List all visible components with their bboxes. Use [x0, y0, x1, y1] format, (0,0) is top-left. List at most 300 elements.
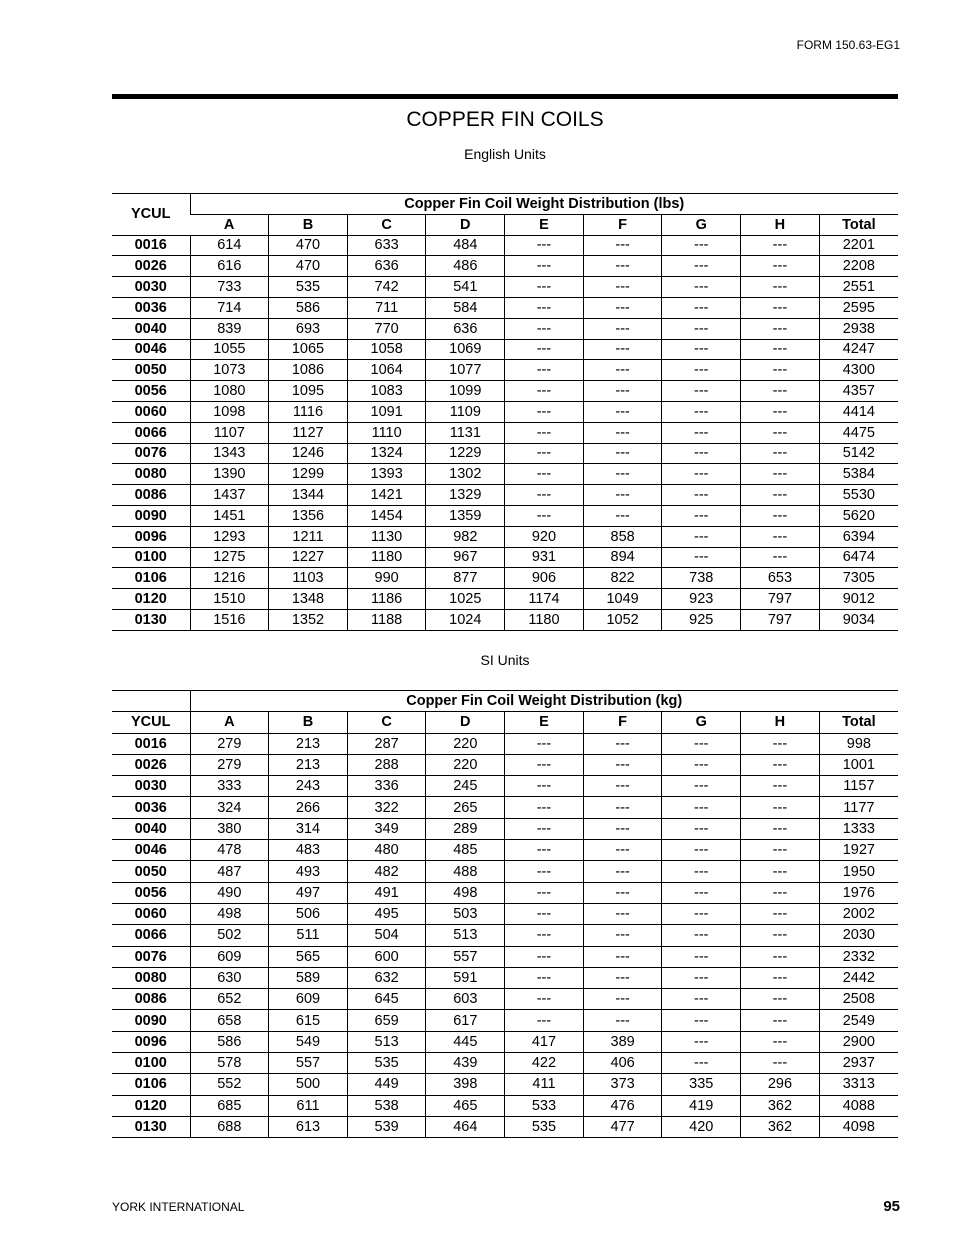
weight-cell: ---	[741, 464, 820, 485]
weight-cell: 1227	[269, 547, 348, 568]
weight-cell: 742	[347, 277, 426, 298]
weight-cell: 4098	[819, 1116, 898, 1137]
weight-cell: 1333	[819, 818, 898, 839]
weight-cell: 1216	[190, 568, 269, 589]
weight-cell: 482	[347, 861, 426, 882]
weight-cell: 1299	[269, 464, 348, 485]
weight-cell: ---	[505, 1010, 584, 1031]
table-row	[112, 882, 898, 903]
weight-cell: 613	[269, 1116, 348, 1137]
weight-cell: 1131	[426, 422, 505, 443]
model-cell: 0096	[112, 526, 190, 547]
model-cell: 0016	[112, 733, 190, 754]
table-row	[112, 861, 898, 882]
column-header: C	[347, 712, 426, 733]
weight-cell: ---	[583, 776, 662, 797]
weight-cell: 2549	[819, 1010, 898, 1031]
weight-cell: 693	[269, 318, 348, 339]
table-row	[112, 733, 898, 754]
weight-cell: 688	[190, 1116, 269, 1137]
table-row	[112, 1074, 898, 1095]
model-cell: 0076	[112, 946, 190, 967]
weight-cell: ---	[662, 443, 741, 464]
ycul-header: YCUL	[112, 712, 190, 733]
weight-cell: ---	[741, 1010, 820, 1031]
weight-cell: 5530	[819, 485, 898, 506]
model-cell: 0026	[112, 754, 190, 775]
weight-cell: 658	[190, 1010, 269, 1031]
weight-cell: ---	[583, 422, 662, 443]
model-cell: 0026	[112, 256, 190, 277]
model-cell: 0056	[112, 381, 190, 402]
weight-cell: ---	[505, 840, 584, 861]
table-row	[112, 840, 898, 861]
weight-cell: 5620	[819, 505, 898, 526]
weight-cell: 445	[426, 1031, 505, 1052]
weight-cell: 4475	[819, 422, 898, 443]
weight-cell: 1058	[347, 339, 426, 360]
table-row	[112, 818, 898, 839]
weight-cell: 1302	[426, 464, 505, 485]
column-header: A	[190, 712, 269, 733]
weight-cell: ---	[662, 754, 741, 775]
weight-cell: 4300	[819, 360, 898, 381]
weight-cell: 480	[347, 840, 426, 861]
footer-company: YORK INTERNATIONAL	[112, 1200, 245, 1214]
weight-cell: 586	[190, 1031, 269, 1052]
model-cell: 0040	[112, 318, 190, 339]
weight-cell: ---	[505, 235, 584, 256]
weight-cell: 488	[426, 861, 505, 882]
column-header: G	[662, 214, 741, 235]
weight-cell: 1180	[347, 547, 426, 568]
column-header: E	[505, 712, 584, 733]
weight-cell: 923	[662, 589, 741, 610]
weight-cell: 920	[505, 526, 584, 547]
weight-cell: 500	[269, 1074, 348, 1095]
weight-cell: ---	[741, 882, 820, 903]
weight-cell: ---	[505, 360, 584, 381]
weight-cell: 422	[505, 1053, 584, 1074]
weight-cell: 3313	[819, 1074, 898, 1095]
weight-cell: ---	[741, 903, 820, 924]
weight-cell: ---	[741, 339, 820, 360]
table-row	[112, 754, 898, 775]
model-cell: 0096	[112, 1031, 190, 1052]
weight-cell: 498	[426, 882, 505, 903]
weight-cell: 2938	[819, 318, 898, 339]
weight-cell: ---	[583, 925, 662, 946]
weight-cell: 1229	[426, 443, 505, 464]
weight-cell: ---	[741, 526, 820, 547]
weight-cell: ---	[662, 1053, 741, 1074]
model-cell: 0066	[112, 925, 190, 946]
model-cell: 0050	[112, 861, 190, 882]
weight-cell: ---	[583, 1010, 662, 1031]
model-cell: 0030	[112, 277, 190, 298]
table-row	[112, 903, 898, 924]
weight-cell: 1180	[505, 609, 584, 630]
weight-cell: ---	[583, 903, 662, 924]
weight-cell: 220	[426, 733, 505, 754]
weight-cell: 589	[269, 967, 348, 988]
weight-cell: 1086	[269, 360, 348, 381]
weight-cell: 2937	[819, 1053, 898, 1074]
weight-cell: 335	[662, 1074, 741, 1095]
model-cell: 0066	[112, 422, 190, 443]
column-header-row	[112, 214, 898, 235]
weight-cell: 287	[347, 733, 426, 754]
weight-cell: ---	[583, 360, 662, 381]
weight-cell: ---	[662, 277, 741, 298]
weight-cell: 5384	[819, 464, 898, 485]
weight-cell: 2508	[819, 989, 898, 1010]
weight-cell: 502	[190, 925, 269, 946]
weight-cell: ---	[741, 256, 820, 277]
weight-cell: ---	[505, 733, 584, 754]
weight-cell: 1348	[269, 589, 348, 610]
weight-cell: 770	[347, 318, 426, 339]
weight-cell: ---	[662, 925, 741, 946]
weight-cell: 490	[190, 882, 269, 903]
weight-cell: 565	[269, 946, 348, 967]
weight-cell: 557	[426, 946, 505, 967]
weight-cell: ---	[505, 754, 584, 775]
weight-cell: ---	[741, 318, 820, 339]
table-row	[112, 485, 898, 506]
weight-cell: ---	[505, 818, 584, 839]
weight-cell: ---	[505, 464, 584, 485]
weight-cell: 1055	[190, 339, 269, 360]
weight-cell: 539	[347, 1116, 426, 1137]
weight-cell: 504	[347, 925, 426, 946]
weight-cell: 470	[269, 235, 348, 256]
weight-cell: ---	[662, 401, 741, 422]
weight-cell: 1293	[190, 526, 269, 547]
english-weight-table	[112, 193, 898, 631]
weight-cell: 1329	[426, 485, 505, 506]
weight-cell: 6474	[819, 547, 898, 568]
si-units-subtitle: SI Units	[480, 652, 530, 668]
weight-cell: ---	[662, 733, 741, 754]
table-row	[112, 318, 898, 339]
table-row	[112, 1095, 898, 1116]
column-header: B	[269, 214, 348, 235]
weight-cell: ---	[583, 381, 662, 402]
weight-cell: 2201	[819, 235, 898, 256]
page-number: 95	[883, 1198, 900, 1215]
weight-cell: 733	[190, 277, 269, 298]
weight-cell: 288	[347, 754, 426, 775]
table-row	[112, 360, 898, 381]
model-cell: 0016	[112, 235, 190, 256]
english-units-subtitle: English Units	[464, 146, 546, 162]
weight-cell: 858	[583, 526, 662, 547]
weight-cell: 584	[426, 297, 505, 318]
weight-cell: 449	[347, 1074, 426, 1095]
weight-cell: ---	[662, 360, 741, 381]
weight-cell: ---	[662, 339, 741, 360]
weight-cell: 906	[505, 568, 584, 589]
column-header: Total	[819, 214, 898, 235]
weight-cell: ---	[583, 339, 662, 360]
weight-cell: 614	[190, 235, 269, 256]
weight-cell: ---	[505, 443, 584, 464]
weight-cell: 533	[505, 1095, 584, 1116]
weight-cell: ---	[662, 797, 741, 818]
weight-cell: ---	[741, 818, 820, 839]
weight-cell: 1109	[426, 401, 505, 422]
weight-cell: ---	[741, 754, 820, 775]
weight-cell: ---	[662, 989, 741, 1010]
weight-cell: 497	[269, 882, 348, 903]
weight-cell: ---	[741, 360, 820, 381]
weight-cell: 265	[426, 797, 505, 818]
weight-cell: ---	[583, 840, 662, 861]
weight-cell: ---	[662, 1010, 741, 1031]
weight-group-header: Copper Fin Coil Weight Distribution (lbs)	[190, 194, 898, 215]
weight-cell: 685	[190, 1095, 269, 1116]
weight-cell: 2595	[819, 297, 898, 318]
table-row	[112, 967, 898, 988]
weight-cell: ---	[741, 381, 820, 402]
weight-cell: 1976	[819, 882, 898, 903]
weight-cell: 506	[269, 903, 348, 924]
weight-cell: ---	[662, 967, 741, 988]
weight-cell: 1356	[269, 505, 348, 526]
weight-cell: ---	[662, 818, 741, 839]
weight-cell: 1110	[347, 422, 426, 443]
weight-cell: ---	[505, 318, 584, 339]
weight-cell: 420	[662, 1116, 741, 1137]
weight-cell: ---	[505, 339, 584, 360]
weight-cell: 535	[347, 1053, 426, 1074]
weight-cell: ---	[662, 861, 741, 882]
model-cell: 0086	[112, 485, 190, 506]
weight-cell: 1352	[269, 609, 348, 630]
weight-cell: 1950	[819, 861, 898, 882]
weight-cell: 6394	[819, 526, 898, 547]
weight-cell: 1024	[426, 609, 505, 630]
table-row	[112, 1053, 898, 1074]
weight-cell: 9034	[819, 609, 898, 630]
weight-cell: 470	[269, 256, 348, 277]
weight-cell: 2442	[819, 967, 898, 988]
weight-cell: 213	[269, 733, 348, 754]
weight-cell: ---	[505, 776, 584, 797]
table-row	[112, 946, 898, 967]
table-row	[112, 1116, 898, 1137]
weight-cell: ---	[662, 882, 741, 903]
weight-cell: ---	[662, 464, 741, 485]
weight-cell: 336	[347, 776, 426, 797]
weight-cell: 1052	[583, 609, 662, 630]
column-header: F	[583, 214, 662, 235]
weight-cell: ---	[662, 840, 741, 861]
weight-cell: 513	[347, 1031, 426, 1052]
weight-cell: 4247	[819, 339, 898, 360]
weight-cell: 1001	[819, 754, 898, 775]
model-cell: 0090	[112, 505, 190, 526]
weight-cell: 1103	[269, 568, 348, 589]
column-header: B	[269, 712, 348, 733]
weight-cell: 398	[426, 1074, 505, 1095]
weight-cell: 296	[741, 1074, 820, 1095]
model-cell: 0086	[112, 989, 190, 1010]
weight-cell: 2332	[819, 946, 898, 967]
header-rule	[112, 94, 898, 99]
weight-cell: ---	[583, 464, 662, 485]
weight-cell: 609	[269, 989, 348, 1010]
weight-cell: 1451	[190, 505, 269, 526]
weight-cell: 586	[269, 297, 348, 318]
weight-cell: ---	[583, 733, 662, 754]
weight-cell: ---	[505, 903, 584, 924]
column-header: E	[505, 214, 584, 235]
weight-cell: 406	[583, 1053, 662, 1074]
weight-cell: ---	[583, 946, 662, 967]
model-cell: 0060	[112, 401, 190, 422]
weight-cell: ---	[505, 505, 584, 526]
weight-cell: 362	[741, 1095, 820, 1116]
weight-cell: 439	[426, 1053, 505, 1074]
model-cell: 0056	[112, 882, 190, 903]
model-cell: 0060	[112, 903, 190, 924]
weight-cell: ---	[741, 989, 820, 1010]
weight-cell: ---	[741, 925, 820, 946]
table-row	[112, 776, 898, 797]
weight-cell: 484	[426, 235, 505, 256]
weight-cell: ---	[741, 1053, 820, 1074]
table-row	[112, 277, 898, 298]
weight-cell: ---	[741, 946, 820, 967]
table-row	[112, 401, 898, 422]
weight-cell: 465	[426, 1095, 505, 1116]
form-number: FORM 150.63-EG1	[796, 38, 900, 52]
weight-cell: ---	[583, 967, 662, 988]
table-row	[112, 505, 898, 526]
weight-cell: 636	[426, 318, 505, 339]
weight-cell: 615	[269, 1010, 348, 1031]
weight-cell: 491	[347, 882, 426, 903]
model-cell: 0090	[112, 1010, 190, 1031]
weight-cell: 373	[583, 1074, 662, 1095]
column-header: F	[583, 712, 662, 733]
weight-cell: 822	[583, 568, 662, 589]
weight-cell: 1393	[347, 464, 426, 485]
model-cell: 0120	[112, 1095, 190, 1116]
weight-cell: 1049	[583, 589, 662, 610]
weight-cell: ---	[741, 443, 820, 464]
weight-cell: 2900	[819, 1031, 898, 1052]
weight-cell: 511	[269, 925, 348, 946]
weight-cell: 616	[190, 256, 269, 277]
weight-cell: 931	[505, 547, 584, 568]
weight-cell: 476	[583, 1095, 662, 1116]
weight-cell: 636	[347, 256, 426, 277]
weight-cell: 2030	[819, 925, 898, 946]
weight-cell: ---	[662, 547, 741, 568]
weight-cell: 1073	[190, 360, 269, 381]
weight-cell: 738	[662, 568, 741, 589]
table-row	[112, 1031, 898, 1052]
weight-cell: ---	[583, 277, 662, 298]
weight-cell: 877	[426, 568, 505, 589]
table-row	[112, 609, 898, 630]
weight-cell: 633	[347, 235, 426, 256]
weight-cell: ---	[505, 797, 584, 818]
weight-cell: 213	[269, 754, 348, 775]
table-row	[112, 989, 898, 1010]
table-row	[112, 381, 898, 402]
weight-cell: 1157	[819, 776, 898, 797]
weight-cell: 603	[426, 989, 505, 1010]
model-cell: 0130	[112, 1116, 190, 1137]
weight-cell: ---	[505, 277, 584, 298]
table-row	[112, 297, 898, 318]
weight-cell: 419	[662, 1095, 741, 1116]
weight-cell: 982	[426, 526, 505, 547]
column-header: D	[426, 214, 505, 235]
weight-cell: 4414	[819, 401, 898, 422]
weight-cell: 1083	[347, 381, 426, 402]
weight-cell: ---	[505, 422, 584, 443]
weight-cell: 549	[269, 1031, 348, 1052]
column-header: H	[741, 214, 820, 235]
weight-cell: 4357	[819, 381, 898, 402]
weight-cell: 1421	[347, 485, 426, 506]
model-cell: 0106	[112, 568, 190, 589]
weight-cell: 609	[190, 946, 269, 967]
weight-cell: ---	[583, 818, 662, 839]
weight-cell: ---	[505, 485, 584, 506]
weight-cell: 1390	[190, 464, 269, 485]
weight-cell: 333	[190, 776, 269, 797]
weight-cell: ---	[583, 235, 662, 256]
model-cell: 0036	[112, 797, 190, 818]
weight-cell: 652	[190, 989, 269, 1010]
weight-cell: 1324	[347, 443, 426, 464]
weight-cell: 1174	[505, 589, 584, 610]
weight-cell: ---	[583, 505, 662, 526]
weight-cell: ---	[583, 861, 662, 882]
weight-cell: 4088	[819, 1095, 898, 1116]
weight-cell: 1065	[269, 339, 348, 360]
weight-cell: ---	[583, 797, 662, 818]
weight-cell: 495	[347, 903, 426, 924]
weight-cell: 417	[505, 1031, 584, 1052]
empty-corner-cell	[112, 691, 190, 712]
weight-cell: 1343	[190, 443, 269, 464]
column-header: H	[741, 712, 820, 733]
weight-cell: ---	[505, 925, 584, 946]
weight-cell: 1927	[819, 840, 898, 861]
weight-cell: ---	[741, 861, 820, 882]
weight-group-header: Copper Fin Coil Weight Distribution (kg)	[190, 691, 898, 712]
table-row	[112, 422, 898, 443]
weight-cell: 1437	[190, 485, 269, 506]
weight-cell: ---	[662, 1031, 741, 1052]
weight-cell: 630	[190, 967, 269, 988]
weight-cell: 513	[426, 925, 505, 946]
weight-cell: ---	[583, 443, 662, 464]
weight-cell: ---	[505, 256, 584, 277]
weight-cell: 487	[190, 861, 269, 882]
weight-cell: ---	[741, 840, 820, 861]
weight-cell: ---	[741, 1031, 820, 1052]
weight-cell: 362	[741, 1116, 820, 1137]
weight-cell: ---	[505, 989, 584, 1010]
